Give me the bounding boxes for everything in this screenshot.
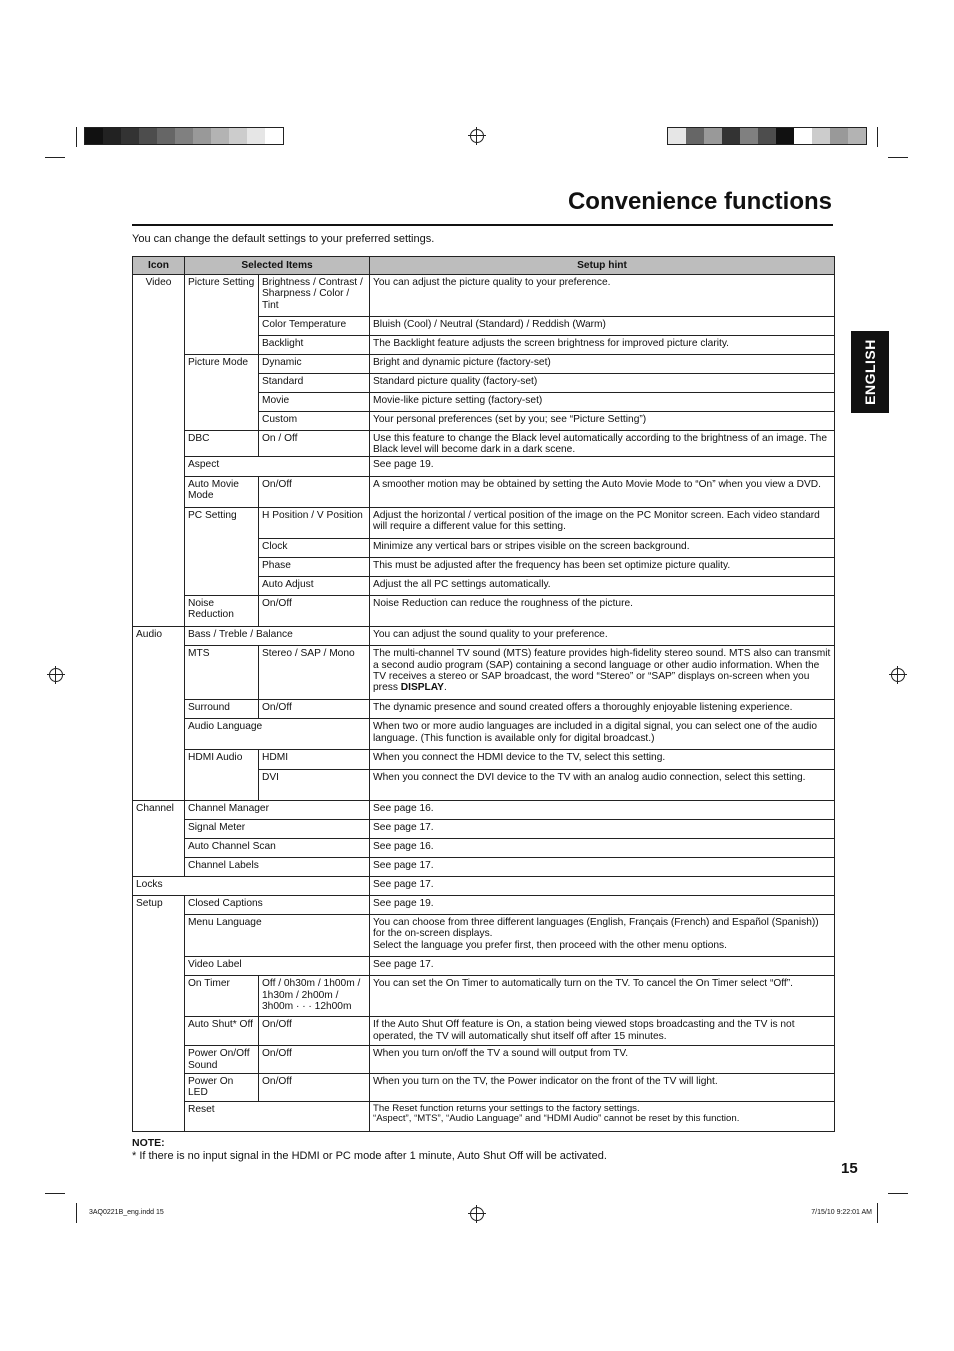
header-icon: Icon [133, 257, 185, 275]
hint-text: The multi-channel TV sound (MTS) feature provides high-fidelity stereo sound. MTS also can transmit a second audio program (SAP) containing a second language or other audio information. When the TV receives a stereo or SAP broadcast, the word “Stereo” or “SAP” displays on-screen when you press [373, 648, 831, 694]
sub-item-cell: On/Off [259, 1073, 370, 1101]
table-row [133, 976, 835, 1017]
settings-table [132, 256, 834, 1132]
color-calibration-bar-left [84, 127, 284, 145]
icon-cell: Locks [133, 876, 370, 895]
item-cell: Noise Reduction [185, 595, 259, 626]
item-cell: PC Setting [185, 507, 259, 595]
item-cell: Power On/Off Sound [185, 1046, 259, 1073]
table-row [133, 275, 835, 317]
table-row [133, 838, 835, 857]
sub-item-cell: On/Off [259, 595, 370, 626]
item-cell: MTS [185, 646, 259, 700]
print-slug-filename: 3AQ0221B_eng.indd 15 [89, 1209, 164, 1216]
hint-cell: If the Auto Shut Off feature is On, a station being viewed stops broadcasting and the TV is not operated, the TV will automatically shut itself off after 15 minutes. [370, 1017, 835, 1046]
page-number: 15 [841, 1160, 858, 1177]
crop-mark [877, 127, 878, 147]
sub-item-cell: On/Off [259, 476, 370, 507]
hint-cell [370, 915, 835, 957]
hint-text: “Aspect”, “MTS”, “Audio Language” and “HDMI Audio” cannot be reset by this function. [373, 1113, 740, 1125]
table-row [133, 876, 835, 895]
hint-cell: See page 16. [370, 838, 835, 857]
note-text: * If there is no input signal in the HDMI or PC mode after 1 minute, Auto Shut Off will be activated. [132, 1150, 607, 1162]
hint-cell: A smoother motion may be obtained by setting the Auto Movie Mode to “On” when you view a DVD. [370, 476, 835, 507]
sub-item-cell: Off / 0h30m / 1h00m / 1h30m / 2h00m / 3h00m · · · 12h00m [259, 976, 370, 1017]
hint-text: Select the language you prefer first, then proceed with the other menu options. [373, 939, 727, 951]
icon-cell: Video [133, 275, 185, 627]
hint-text: The Reset function returns your settings to the factory settings. [373, 1102, 640, 1114]
hint-cell: Movie-like picture setting (factory-set) [370, 393, 835, 412]
hint-bold-display: DISPLAY [400, 682, 444, 694]
icon-cell: Audio [133, 627, 185, 801]
hint-cell: Noise Reduction can reduce the roughness of the picture. [370, 595, 835, 626]
sub-item-cell: Standard [259, 374, 370, 393]
hint-cell: Your personal preferences (set by you; see “Picture Setting”) [370, 412, 835, 430]
table-row [133, 800, 835, 819]
item-cell: Reset [185, 1101, 370, 1131]
hint-cell: The dynamic presence and sound created offers a thoroughly enjoyable listening experience. [370, 700, 835, 719]
note-label: NOTE: [132, 1137, 165, 1149]
hint-cell: See page 17. [370, 876, 835, 895]
hint-cell: See page 17. [370, 857, 835, 876]
item-cell: Audio Language [185, 719, 370, 750]
hint-cell: Adjust the horizontal / vertical position of the image on the PC Monitor screen. Each video standard will require a different value for this setting. [370, 507, 835, 538]
sub-item-cell: On/Off [259, 1046, 370, 1073]
header-setup-hint: Setup hint [370, 257, 835, 275]
item-cell: Video Label [185, 957, 370, 976]
registration-mark-icon [49, 668, 63, 682]
item-cell: Auto Shut* Off [185, 1017, 259, 1046]
item-cell: Signal Meter [185, 819, 370, 838]
item-cell: Picture Mode [185, 355, 259, 430]
sub-item-cell: HDMI [259, 750, 370, 769]
hint-text: . [443, 682, 447, 694]
sub-item-cell: On/Off [259, 700, 370, 719]
table-row [133, 915, 835, 957]
item-cell: Aspect [185, 457, 370, 476]
hint-cell [370, 646, 835, 700]
table-row [133, 857, 835, 876]
table-row [133, 595, 835, 626]
registration-mark-icon [470, 1207, 484, 1221]
sub-item-cell: Clock [259, 538, 370, 557]
hint-cell: See page 17. [370, 819, 835, 838]
table-row [133, 627, 835, 646]
registration-mark-icon [470, 129, 484, 143]
table-row [133, 719, 835, 750]
item-cell: HDMI Audio [185, 750, 259, 800]
sub-item-cell: Backlight [259, 336, 370, 355]
hint-cell: Adjust the all PC settings automatically. [370, 576, 835, 595]
item-cell: Channel Labels [185, 857, 370, 876]
sub-item-cell: Custom [259, 412, 370, 430]
table-row [133, 476, 835, 507]
item-cell: Channel Manager [185, 800, 370, 819]
intro-text: You can change the default settings to your preferred settings. [132, 233, 435, 245]
header-selected-items: Selected Items [185, 257, 370, 275]
table-row [133, 895, 835, 914]
sub-item-cell: On/Off [259, 1017, 370, 1046]
icon-cell: Setup [133, 895, 185, 1131]
crop-mark [76, 1203, 77, 1223]
hint-cell: Minimize any vertical bars or stripes visible on the screen background. [370, 538, 835, 557]
item-cell: Power On LED [185, 1073, 259, 1101]
hint-cell: The Backlight feature adjusts the screen brightness for improved picture clarity. [370, 336, 835, 355]
hint-cell: Use this feature to change the Black level automatically according to the brightness of an image. The Black level will become dark in a dark scene. [370, 430, 835, 457]
language-side-tab [851, 331, 889, 413]
hint-cell: See page 19. [370, 895, 835, 914]
sub-item-cell: Movie [259, 393, 370, 412]
hint-cell: See page 16. [370, 800, 835, 819]
hint-cell: You can adjust the sound quality to your preference. [370, 627, 835, 646]
title-divider [132, 224, 833, 226]
icon-cell: Channel [133, 800, 185, 876]
hint-text: You can choose from three different languages (English, Français (French) and Español (Spanish)) for the on-screen displays. [373, 917, 819, 940]
table-row [133, 819, 835, 838]
crop-mark [45, 157, 65, 158]
table-row [133, 507, 835, 538]
registration-mark-icon [891, 668, 905, 682]
crop-mark [45, 1193, 65, 1194]
crop-mark [888, 1193, 908, 1194]
item-cell: Menu Language [185, 915, 370, 957]
table-row [133, 457, 835, 476]
table-row [133, 430, 835, 457]
color-calibration-bar-right [667, 127, 867, 145]
sub-item-cell: Auto Adjust [259, 576, 370, 595]
table-row [133, 1073, 835, 1101]
sub-item-cell: Brightness / Contrast / Sharpness / Color / Tint [259, 275, 370, 317]
sub-item-cell: Phase [259, 557, 370, 576]
hint-cell: When you connect the DVI device to the TV with an analog audio connection, select this setting. [370, 769, 835, 800]
item-cell: Auto Movie Mode [185, 476, 259, 507]
crop-mark [877, 1203, 878, 1223]
item-cell: On Timer [185, 976, 259, 1017]
hint-cell: Bright and dynamic picture (factory-set) [370, 355, 835, 374]
crop-mark [888, 157, 908, 158]
hint-cell: When two or more audio languages are included in a digital signal, you can select one of the audio language. (This function is available only for digital broadcast.) [370, 719, 835, 750]
hint-cell: When you connect the HDMI device to the TV, select this setting. [370, 750, 835, 769]
sub-item-cell: On / Off [259, 430, 370, 457]
hint-cell: This must be adjusted after the frequency has been set optimize picture quality. [370, 557, 835, 576]
hint-cell: Bluish (Cool) / Neutral (Standard) / Reddish (Warm) [370, 317, 835, 336]
item-cell: Picture Setting [185, 275, 259, 355]
language-tab-label: ENGLISH [862, 339, 878, 405]
table-row [133, 750, 835, 769]
sub-item-cell: Stereo / SAP / Mono [259, 646, 370, 700]
hint-cell: When you turn on the TV, the Power indicator on the front of the TV will light. [370, 1073, 835, 1101]
table-row [133, 1017, 835, 1046]
item-cell: Surround [185, 700, 259, 719]
hint-cell: You can adjust the picture quality to your preference. [370, 275, 835, 317]
item-cell: Auto Channel Scan [185, 838, 370, 857]
item-cell: Closed Captions [185, 895, 370, 914]
hint-cell: See page 19. [370, 457, 835, 476]
hint-cell: When you turn on/off the TV a sound will output from TV. [370, 1046, 835, 1073]
item-cell: Bass / Treble / Balance [185, 627, 370, 646]
sub-item-cell: Color Temperature [259, 317, 370, 336]
table-row [133, 646, 835, 700]
item-cell: DBC [185, 430, 259, 457]
print-slug-timestamp: 7/15/10 9:22:01 AM [811, 1209, 872, 1216]
hint-cell: Standard picture quality (factory-set) [370, 374, 835, 393]
page-title: Convenience functions [567, 188, 832, 215]
table-row [133, 957, 835, 976]
sub-item-cell: Dynamic [259, 355, 370, 374]
hint-cell [370, 1101, 835, 1131]
table-row [133, 355, 835, 374]
table-row [133, 1046, 835, 1073]
table-row [133, 1101, 835, 1131]
sub-item-cell: DVI [259, 769, 370, 800]
hint-cell: See page 17. [370, 957, 835, 976]
crop-mark [76, 127, 77, 147]
table-row [133, 700, 835, 719]
hint-cell: You can set the On Timer to automatically turn on the TV. To cancel the On Timer select “Off”. [370, 976, 835, 1017]
sub-item-cell: H Position / V Position [259, 507, 370, 538]
